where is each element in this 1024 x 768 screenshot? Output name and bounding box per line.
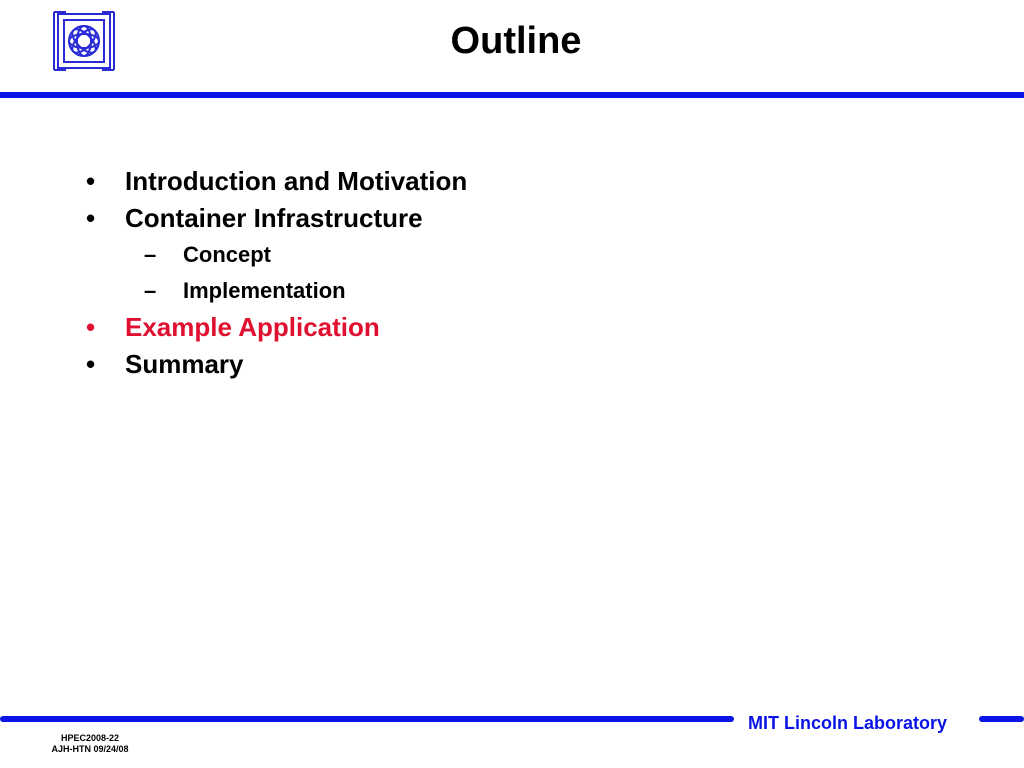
- slide-title: Outline: [450, 20, 582, 62]
- author-date-code: AJH-HTN 09/24/08: [51, 744, 129, 754]
- outline-item: [86, 346, 467, 383]
- outline-subitem: [86, 273, 467, 309]
- bullet-marker: •: [86, 166, 96, 196]
- dash-marker: –: [144, 278, 157, 303]
- outline-item-text: Example Application: [125, 312, 380, 342]
- title-divider: [0, 92, 1024, 98]
- outline-subitem-text: Implementation: [183, 278, 346, 303]
- outline-item-text: Summary: [125, 349, 244, 379]
- outline-item: [86, 163, 467, 200]
- outline-item-text: Introduction and Motivation: [125, 166, 468, 196]
- outline-subitem: [86, 237, 467, 273]
- outline-list: [86, 163, 467, 383]
- footer-divider-right: [979, 716, 1024, 722]
- outline-subitem-text: Concept: [183, 242, 271, 267]
- bullet-marker: •: [86, 312, 96, 342]
- outline-item-text: Container Infrastructure: [125, 203, 423, 233]
- document-code: HPEC2008-22: [60, 733, 120, 743]
- outline-item: [86, 200, 467, 237]
- bullet-marker: •: [86, 349, 96, 379]
- bullet-marker: •: [86, 203, 96, 233]
- footer-divider-left: [0, 716, 734, 722]
- organization-name: MIT Lincoln Laboratory: [748, 713, 948, 733]
- dash-marker: –: [144, 242, 157, 267]
- outline-item-current: [86, 309, 467, 346]
